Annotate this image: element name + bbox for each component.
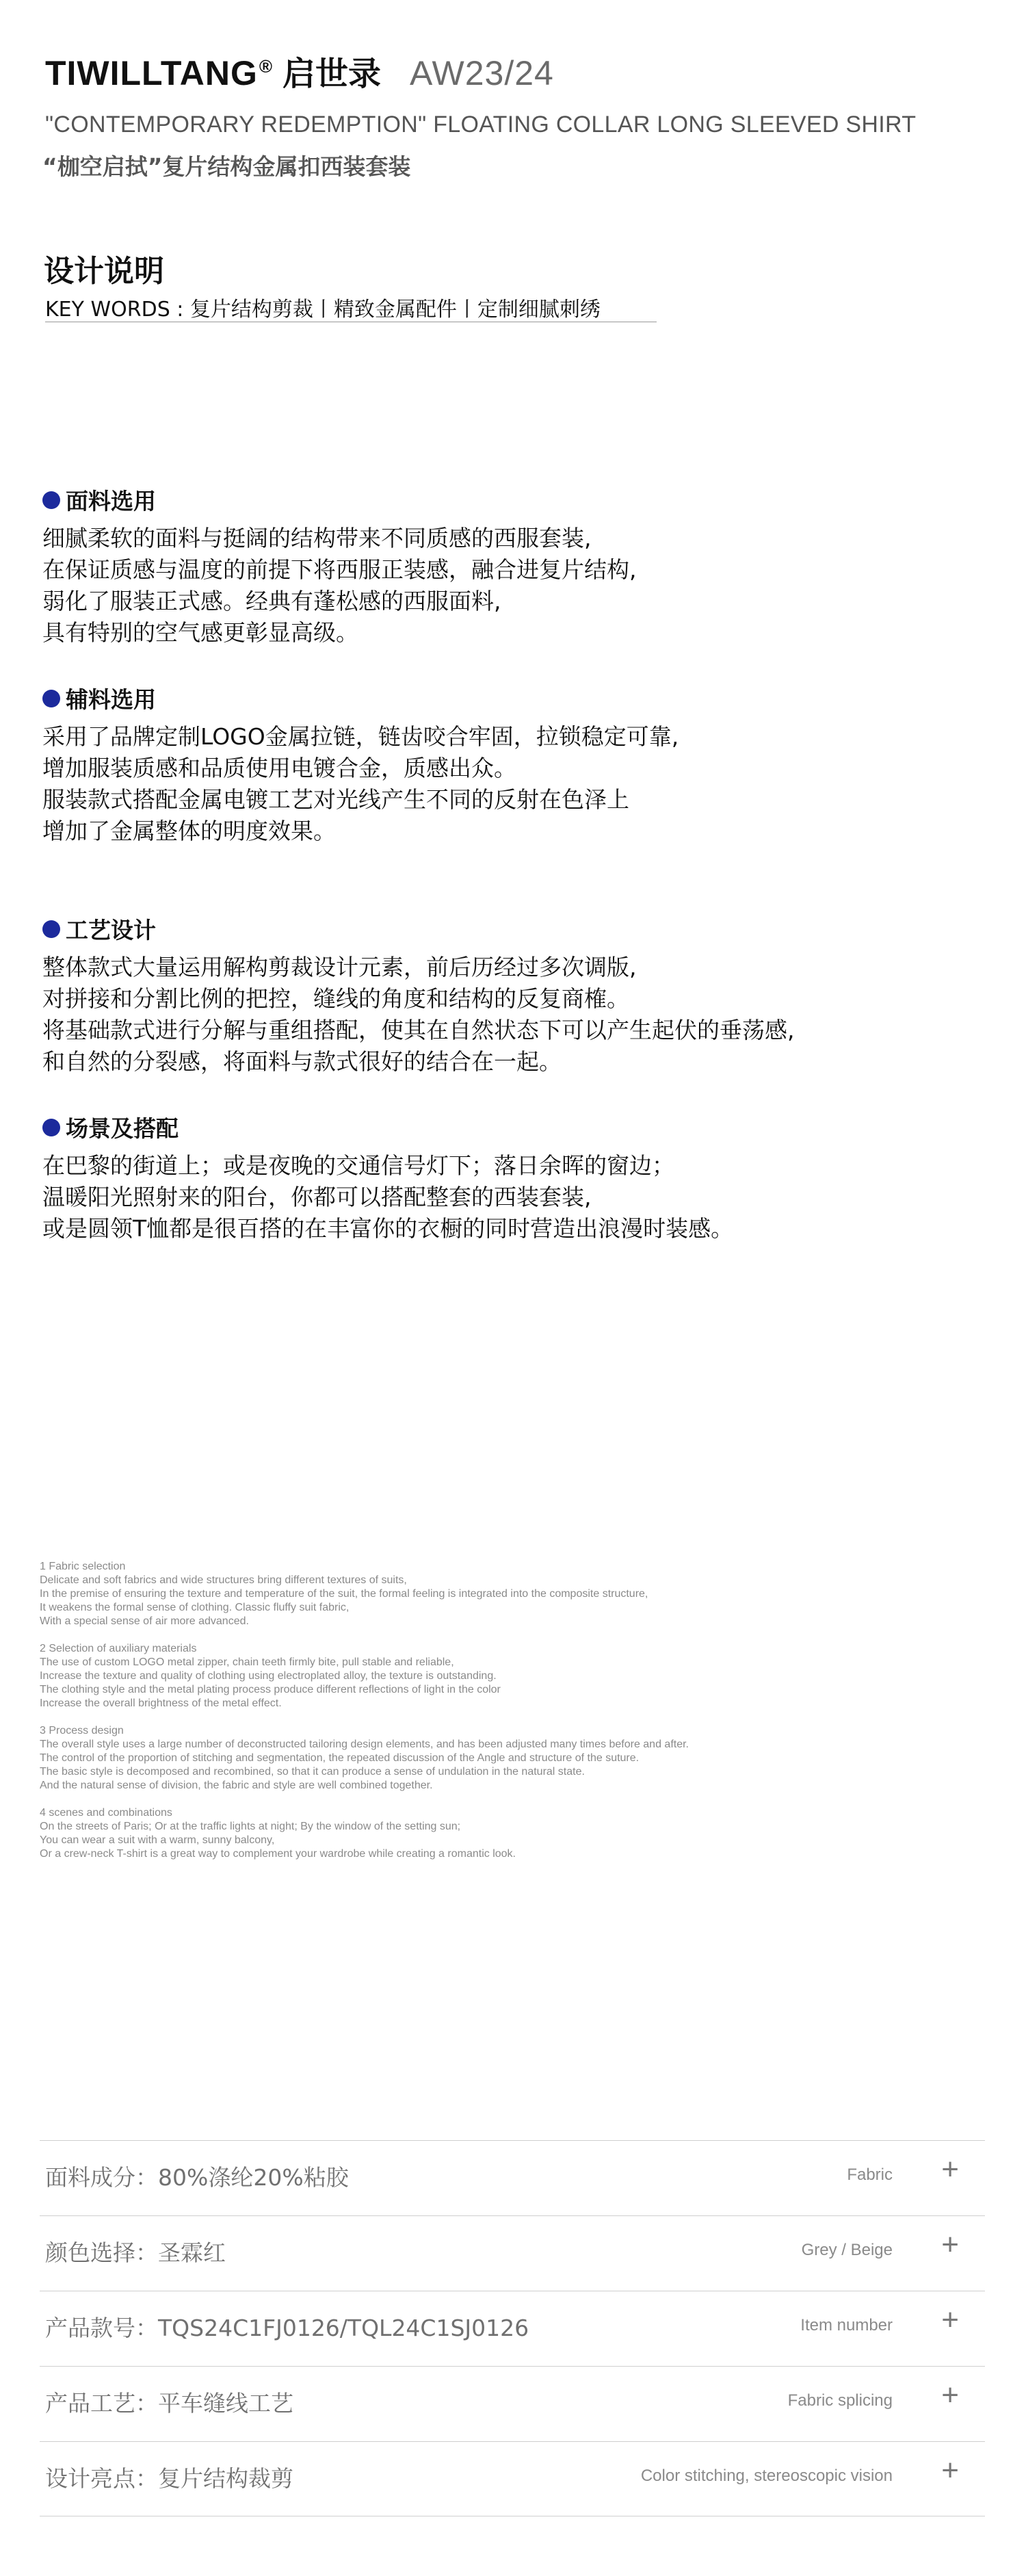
english-line: Or a crew-neck T-shirt is a great way to complement your wardrobe while creating a romantic look.	[40, 1848, 516, 1860]
section-body-scenes	[42, 1150, 733, 1245]
spec-table	[40, 2140, 985, 2516]
spec-row-item-number[interactable]	[40, 2291, 985, 2366]
bullet-dot-icon	[42, 690, 60, 707]
spec-row-fabric[interactable]	[40, 2140, 985, 2215]
english-line: The basic style is decomposed and recombined, so that it can produce a sense of undulation in the natural state.	[40, 1766, 585, 1778]
spec-row-color[interactable]	[40, 2215, 985, 2291]
english-line: On the streets of Paris; Or at the traffic lights at night; By the window of the setting sun;	[40, 1821, 461, 1832]
keywords: KEY WORDS : 复片结构剪裁丨精致金属配件丨定制细腻刺绣	[45, 298, 601, 322]
brand-logo	[45, 56, 273, 90]
brand-header	[45, 36, 554, 93]
bullet-dot-icon	[42, 1119, 60, 1136]
english-section-title: 3 Process design	[40, 1725, 124, 1736]
spec-label-en: Grey / Beige	[801, 2241, 893, 2259]
paragraph-line: 或是圆领T恤都是很百搭的在丰富你的衣橱的同时营造出浪漫时装感。	[42, 1215, 734, 1242]
english-line: Increase the texture and quality of clothing using electroplated alloy, the texture is outstanding.	[40, 1670, 497, 1682]
section-title-text: 场景及搭配	[66, 1115, 179, 1142]
paragraph-line: 在巴黎的街道上；或是夜晚的交通信号灯下；落日余晖的窗边；	[42, 1152, 674, 1179]
english-section-title: 1 Fabric selection	[40, 1561, 126, 1572]
english-line: You can wear a suit with a warm, sunny balcony,	[40, 1834, 275, 1846]
expand-plus-icon[interactable]: +	[941, 2303, 959, 2337]
spec-label: 颜色选择：圣霖红	[45, 2239, 226, 2266]
paragraph-line: 温暖阳光照射来的阳台，你都可以搭配整套的西装套装,	[42, 1184, 592, 1210]
spec-row-highlight[interactable]	[40, 2441, 985, 2516]
paragraph-line: 对拼接和分割比例的把控，缝线的角度和结构的反复商榷。	[42, 985, 629, 1012]
expand-plus-icon[interactable]: +	[941, 2378, 959, 2412]
paragraph-line: 和自然的分裂感，将面料与款式很好的结合在一起。	[42, 1048, 562, 1075]
paragraph-line: 细腻柔软的面料与挺阔的结构带来不同质感的西服套装,	[42, 525, 592, 551]
design-heading: 设计说明	[44, 254, 164, 289]
expand-plus-icon[interactable]: +	[941, 2152, 959, 2186]
bullet-dot-icon	[42, 920, 60, 938]
english-section	[40, 1806, 929, 1861]
expand-plus-icon[interactable]: +	[941, 2454, 959, 2487]
product-title-en: "CONTEMPORARY REDEMPTION" FLOATING COLLAR LONG SLEEVED SHIRT	[45, 112, 917, 138]
section-title-text: 工艺设计	[66, 917, 156, 944]
bullet-dot-icon	[42, 491, 60, 509]
paragraph-line: 在保证质感与温度的前提下将西服正装感，融合进复片结构,	[42, 556, 637, 583]
english-line: In the premise of ensuring the texture and temperature of the suit, the formal feeling is integrated into the composite structure,	[40, 1588, 648, 1600]
paragraph-line: 增加服装质感和品质使用电镀合金，质感出众。	[42, 755, 516, 781]
paragraph-line: 将基础款式进行分解与重组搭配，使其在自然状态下可以产生起伏的垂荡感,	[42, 1017, 795, 1043]
section-body-process	[42, 952, 795, 1078]
english-line: The overall style uses a large number of deconstructed tailoring design elements, and has been adjusted many times before and after.	[40, 1739, 689, 1750]
brand-name: TIWILLTANG	[45, 54, 258, 92]
english-line: With a special sense of air more advanced.	[40, 1615, 249, 1627]
english-section	[40, 1642, 929, 1710]
paragraph-line: 采用了品牌定制LOGO金属拉链，链齿咬合牢固，拉锁稳定可靠,	[42, 723, 679, 750]
english-line: Increase the overall brightness of the metal effect.	[40, 1697, 282, 1709]
section-title-process	[42, 913, 156, 945]
english-line: And the natural sense of division, the fabric and style are well combined together.	[40, 1780, 433, 1791]
section-title-fabric	[42, 484, 156, 516]
english-line: It weakens the formal sense of clothing. Classic fluffy suit fabric,	[40, 1602, 350, 1613]
spec-label: 设计亮点：复片结构裁剪	[45, 2465, 293, 2492]
english-section	[40, 1724, 929, 1793]
section-title-text: 面料选用	[66, 488, 156, 515]
english-line: Delicate and soft fabrics and wide structures bring different textures of suits,	[40, 1574, 407, 1586]
spec-row-process[interactable]	[40, 2366, 985, 2441]
english-line: The clothing style and the metal plating process produce different reflections of light in the color	[40, 1684, 501, 1695]
english-section-title: 2 Selection of auxiliary materials	[40, 1643, 197, 1654]
section-title-text: 辅料选用	[66, 686, 156, 713]
paragraph-line: 服装款式搭配金属电镀工艺对光线产生不同的反射在色泽上	[42, 786, 629, 813]
paragraph-line: 整体款式大量运用解构剪裁设计元素，前后历经过多次调版,	[42, 954, 637, 980]
spec-label: 产品款号：TQS24C1FJ0126/TQL24C1SJ0126	[45, 2315, 529, 2341]
spec-label-en: Item number	[800, 2316, 893, 2334]
section-body-auxiliary	[42, 721, 679, 847]
product-title-cn: “枷空启拭”复片结构金属扣西装套装	[42, 153, 411, 180]
section-title-auxiliary	[42, 682, 156, 714]
spec-label: 产品工艺：平车缝线工艺	[45, 2390, 293, 2417]
paragraph-line: 弱化了服装正式感。经典有蓬松感的西服面料,	[42, 588, 501, 614]
brand-name-cn: 启世录	[282, 55, 382, 93]
english-section-title: 4 scenes and combinations	[40, 1807, 172, 1819]
spec-label: 面料成分：80%涤纶20%粘胶	[45, 2164, 349, 2191]
spec-label-en: Fabric	[847, 2165, 893, 2184]
section-body-fabric	[42, 523, 637, 649]
registered-mark: ®	[259, 56, 274, 77]
expand-plus-icon[interactable]: +	[941, 2228, 959, 2261]
english-line: The use of custom LOGO metal zipper, chain teeth firmly bite, pull stable and reliable,	[40, 1656, 454, 1668]
paragraph-line: 增加了金属整体的明度效果。	[42, 818, 336, 844]
spec-label-en: Color stitching, stereoscopic vision	[640, 2467, 893, 2485]
english-line: The control of the proportion of stitching and segmentation, the repeated discussion of the Angle and structure of the suture.	[40, 1752, 640, 1764]
spec-label-en: Fabric splicing	[787, 2391, 893, 2410]
section-title-scenes	[42, 1111, 179, 1143]
english-description	[40, 1560, 929, 1875]
season-label: AW23/24	[410, 54, 554, 92]
paragraph-line: 具有特别的空气感更彰显高级。	[42, 619, 358, 646]
english-section	[40, 1560, 929, 1628]
